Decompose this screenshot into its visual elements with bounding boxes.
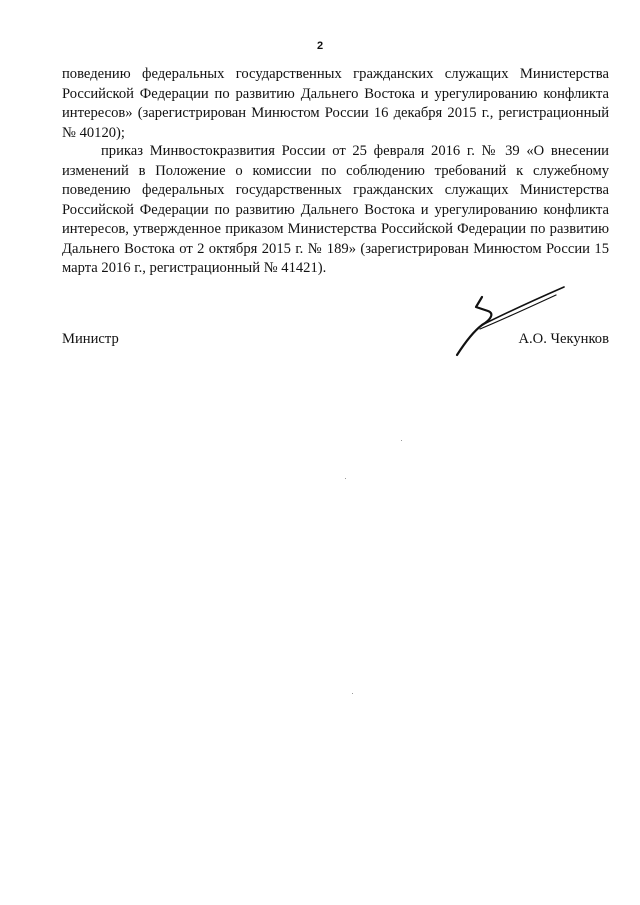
scan-speck — [401, 440, 402, 441]
signatory-title: Министр — [62, 331, 119, 347]
signature-block — [62, 331, 609, 351]
body-paragraph-order: приказ Минвостокразвития России от 25 февраля 2016 г. № 39 «О внесении изменений в Положение о комиссии по соблюдению требований к служебному поведению федеральных государственных гражданских служащих Министерства Российской Федерации по развитию Дальнего Востока и урегулированию конфликта интересов, утвержденное приказом Министерства Российской Федерации по развитию Дальнего Востока от 2 октября 2015 г. № 189» (зарегистрирован Минюстом России 15 марта 2016 г., регистрационный № 41421). — [62, 143, 609, 276]
scan-speck — [352, 693, 353, 694]
body-paragraph-continuation: поведению федеральных государственных гражданских служащих Министерства Российской Федерации по развитию Дальнего Востока и урегулированию конфликта интересов» (зарегистрирован Минюстом России 16 декабря 2015 г., регистрационный № 40120); — [62, 66, 609, 141]
signatory-name: А.О. Чекунков — [518, 331, 609, 347]
page-number: 2 — [316, 40, 324, 52]
scan-speck — [345, 478, 346, 479]
